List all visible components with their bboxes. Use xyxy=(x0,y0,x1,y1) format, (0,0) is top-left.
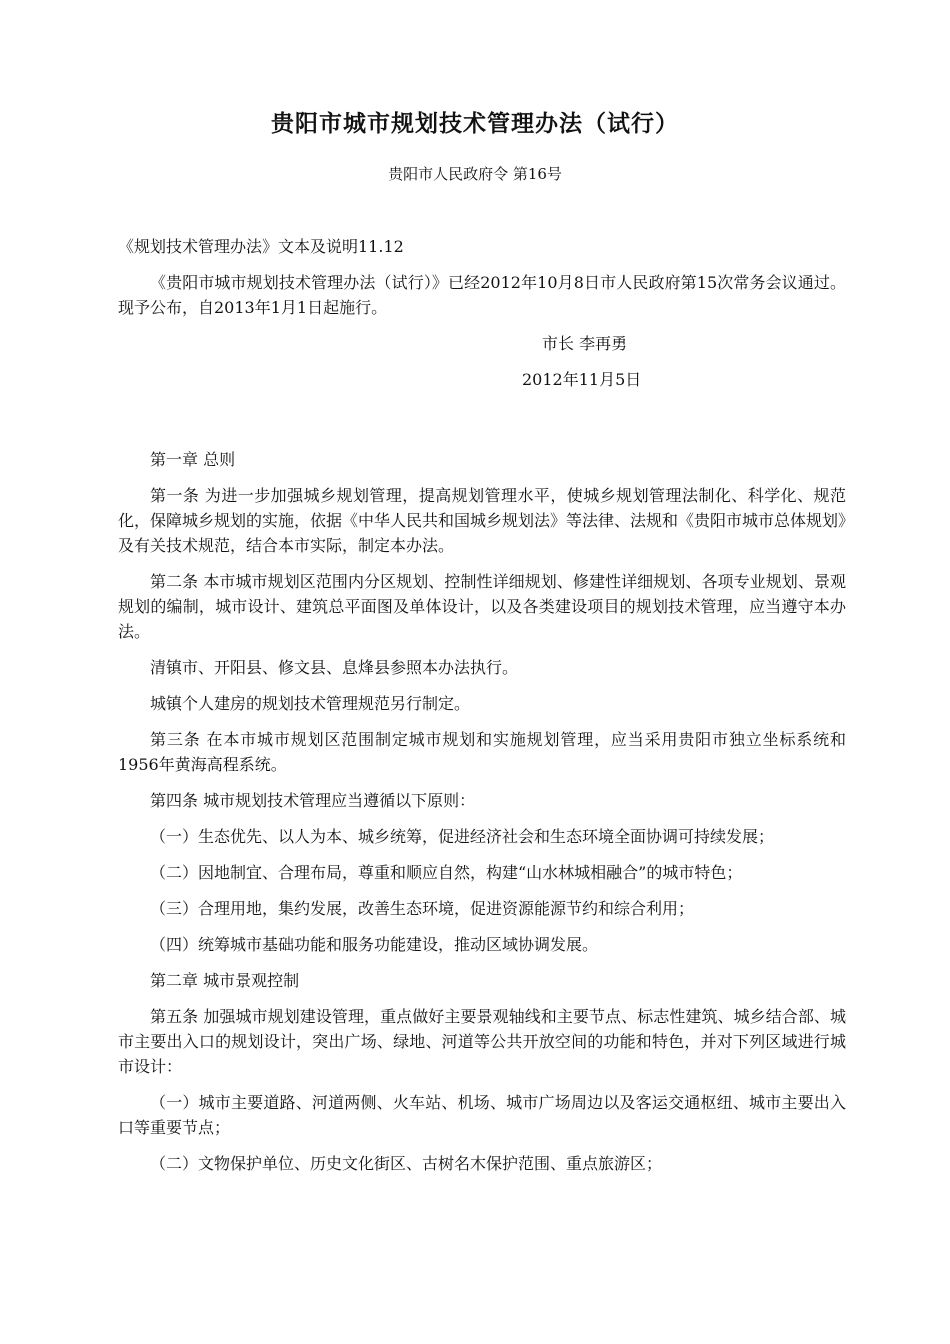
article-paragraph: 第二条 本市城市规划区范围内分区规划、控制性详细规划、修建性详细规划、各项专业规划、景观规划的编制，城市设计、建筑总平面图及单体设计，以及各类建设项目的规划技术管理，应当遵守本办法。 xyxy=(118,572,846,641)
list-item: （一）城市主要道路、河道两侧、火车站、机场、城市广场周边以及客运交通枢纽、城市主要出入口等重要节点； xyxy=(118,1093,846,1137)
list-item: （一）生态优先、以人为本、城乡统筹，促进经济社会和生态环境全面协调可持续发展； xyxy=(150,827,775,846)
body-paragraph: 清镇市、开阳县、修文县、息烽县参照本办法执行。 xyxy=(150,658,519,677)
sign-date: 2012年11月5日 xyxy=(522,370,642,389)
article-paragraph: 第四条 城市规划技术管理应当遵循以下原则： xyxy=(150,791,476,810)
chapter-heading: 第二章 城市景观控制 xyxy=(150,971,300,990)
body-paragraph: 城镇个人建房的规划技术管理规范另行制定。 xyxy=(150,694,471,713)
document-body xyxy=(118,234,846,1187)
reference-line: 《规划技术管理办法》文本及说明11.12 xyxy=(118,237,404,256)
spacer xyxy=(118,403,846,447)
signature: 市长 李再勇 xyxy=(542,334,628,353)
list-item: （三）合理用地，集约发展，改善生态环境，促进资源能源节约和综合利用； xyxy=(150,899,695,918)
article-paragraph: 第三条 在本市城市规划区范围制定城市规划和实施规划管理，应当采用贵阳市独立坐标系统和1956年黄海高程系统。 xyxy=(118,730,846,774)
document-subtitle: 贵阳市人民政府令 第16号 xyxy=(388,165,562,183)
article-paragraph: 第五条 加强城市规划建设管理，重点做好主要景观轴线和主要节点、标志性建筑、城乡结合部、城市主要出入口的规划设计，突出广场、绿地、河道等公共开放空间的功能和特色，并对下列区域进行城市设计： xyxy=(118,1007,846,1076)
list-item: （二）因地制宜、合理布局，尊重和顺应自然，构建“山水林城相融合”的城市特色； xyxy=(150,863,743,882)
document-title: 贵阳市城市规划技术管理办法（试行） xyxy=(271,110,679,137)
list-item: （四）统筹城市基础功能和服务功能建设，推动区域协调发展。 xyxy=(150,935,599,954)
chapter-heading: 第一章 总则 xyxy=(150,450,236,469)
list-item: （二）文物保护单位、历史文化街区、古树名木保护范围、重点旅游区； xyxy=(150,1154,663,1173)
article-paragraph: 第一条 为进一步加强城乡规划管理，提高规划管理水平，使城乡规划管理法制化、科学化、规范化，保障城乡规划的实施，依据《中华人民共和国城乡规划法》等法律、法规和《贵阳市城市总体规划》及有关技术规范，结合本市实际，制定本办法。 xyxy=(118,486,847,555)
decree-paragraph: 《贵阳市城市规划技术管理办法（试行）》已经2012年10月8日市人民政府第15次常务会议通过。现予公布，自2013年1月1日起施行。 xyxy=(118,273,846,317)
